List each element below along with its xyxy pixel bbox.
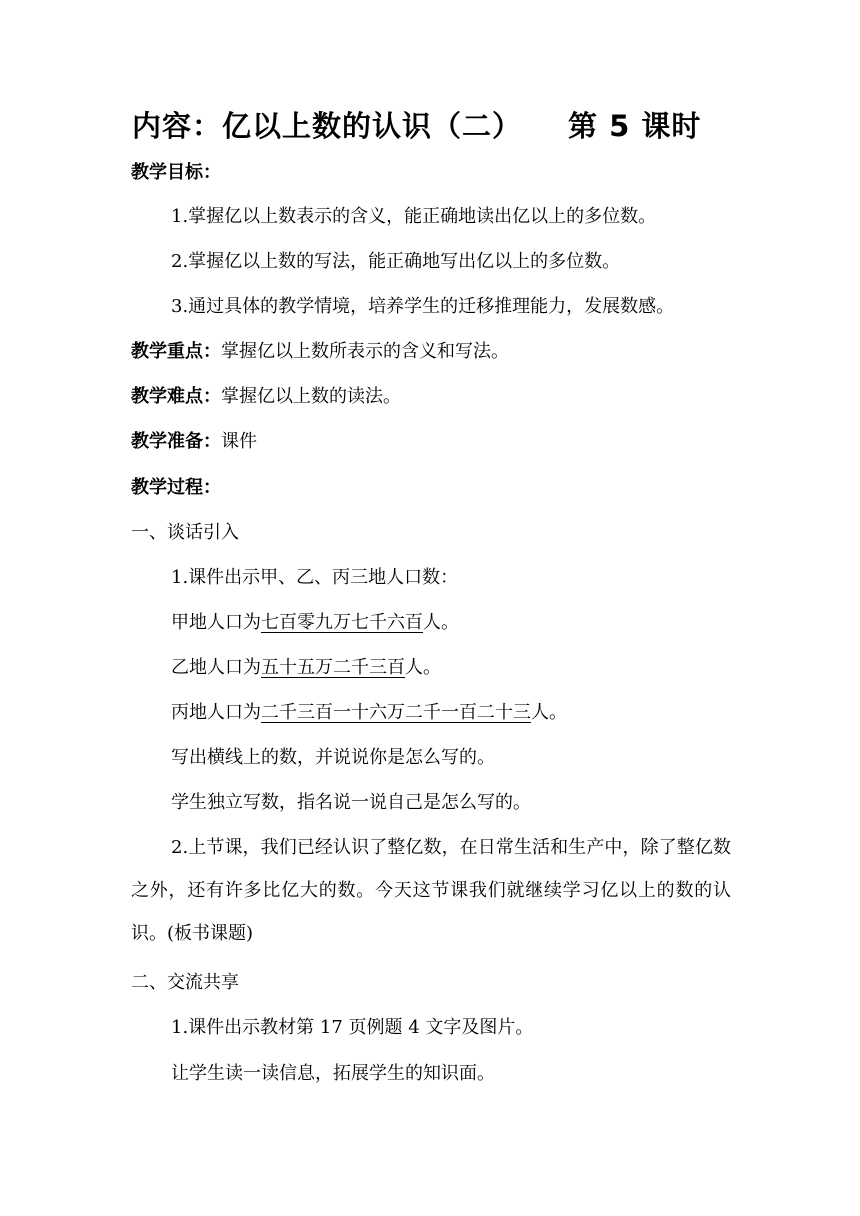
preparation	[131, 431, 257, 453]
section1-task: 写出横线上的数，并说说你是怎么写的。	[171, 747, 495, 768]
section1-student: 学生独立写数，指名说一说自己是怎么写的。	[171, 792, 531, 813]
population-c-suffix: 人。	[531, 702, 567, 723]
section1-heading: 一、谈话引入	[131, 522, 239, 543]
preparation-text: 课件	[221, 431, 257, 452]
objective-item: 2.掌握亿以上数的写法，能正确地写出亿以上的多位数。	[171, 251, 621, 272]
population-a-number: 七百零九万七千六百	[261, 612, 423, 633]
objective-item: 1.掌握亿以上数表示的含义，能正确地读出亿以上的多位数。	[171, 206, 657, 227]
preparation-label: 教学准备：	[131, 431, 221, 452]
population-a-suffix: 人。	[423, 612, 459, 633]
title-lesson: 第 5 课时	[568, 109, 702, 143]
population-c-number: 二千三百一十六万二千一百二十三	[261, 702, 531, 723]
process-label: 教学过程：	[131, 477, 221, 498]
difficulties-label: 教学难点：	[131, 386, 221, 407]
population-b-prefix: 乙地人口为	[171, 657, 261, 678]
population-a	[171, 612, 459, 634]
title-content: 内容：亿以上数的认识（二）	[132, 109, 523, 143]
section2-item1: 1.课件出示教材第 17 页例题 4 文字及图片。	[171, 1017, 534, 1038]
section2-item1-note: 让学生读一读信息，拓展学生的知识面。	[171, 1063, 495, 1084]
population-a-prefix: 甲地人口为	[171, 612, 261, 633]
difficulties	[131, 386, 401, 408]
population-b-number: 五十五万二千三百	[261, 657, 405, 678]
process-heading	[131, 477, 221, 499]
page-title	[132, 104, 752, 145]
population-b-suffix: 人。	[405, 657, 441, 678]
objective-item: 3.通过具体的教学情境，培养学生的迁移推理能力，发展数感。	[171, 296, 675, 317]
section1-item1: 1.课件出示甲、乙、丙三地人口数：	[171, 567, 459, 588]
key-points-label: 教学重点：	[131, 341, 221, 362]
key-points-text: 掌握亿以上数所表示的含义和写法。	[221, 341, 509, 362]
key-points	[131, 341, 509, 363]
population-c-prefix: 丙地人口为	[171, 702, 261, 723]
objectives-heading	[131, 162, 221, 184]
objectives-label: 教学目标：	[131, 162, 221, 183]
difficulties-text: 掌握亿以上数的读法。	[221, 386, 401, 407]
population-c	[171, 702, 567, 724]
section2-heading: 二、交流共享	[131, 972, 239, 993]
section1-item2: 2.上节课，我们已经认识了整亿数，在日常生活和生产中，除了整亿数之外，还有许多比亿大的数。今天这节课我们就继续学习亿以上的数的认识。(板书课题)	[131, 837, 731, 944]
population-b	[171, 657, 441, 679]
